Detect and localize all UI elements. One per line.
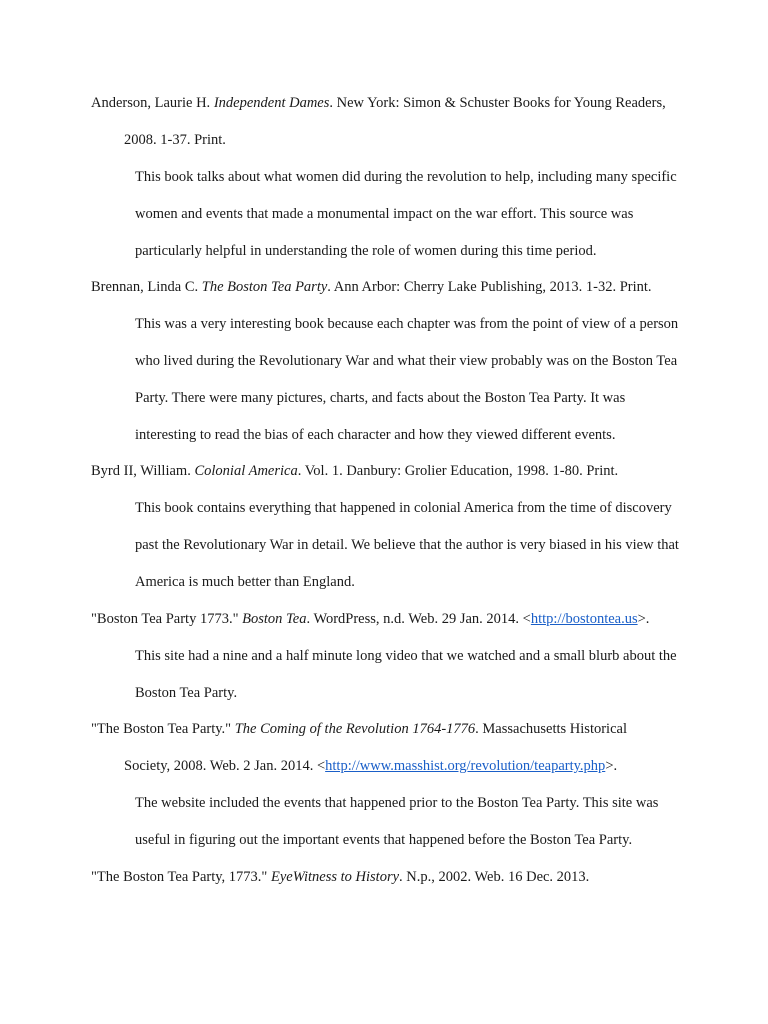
citation-line — [91, 719, 627, 739]
citation-title: Independent Dames — [213, 95, 330, 111]
annotation-line: useful in figuring out the important events that happened before the Boston Tea Party. — [135, 832, 633, 848]
annotation-line: This site had a nine and a half minute long video that we watched and a small blurb about the — [135, 648, 677, 664]
annotation-line: past the Revolutionary War in detail. We believe that the author is very biased in his view that — [135, 537, 679, 553]
citation-text: . N.p., 2002. Web. 16 Dec. 2013. — [399, 869, 590, 885]
annotation-line: America is much better than England. — [135, 574, 355, 590]
citation-line — [124, 756, 617, 776]
citation-text: "The Boston Tea Party, 1773." — [91, 869, 271, 885]
citation-text: "The Boston Tea Party." — [91, 721, 235, 737]
citation-line — [91, 93, 666, 113]
citation-line — [91, 461, 618, 481]
annotation-line: This book talks about what women did during the revolution to help, including many specific — [135, 169, 677, 185]
citation-text: >. — [605, 758, 618, 774]
citation-line — [91, 867, 589, 887]
citation-title: The Coming of the Revolution 1764-1776 — [234, 721, 476, 737]
annotation-line: women and events that made a monumental impact on the war effort. This source was — [135, 206, 634, 222]
citation-text: . New York: Simon & Schuster Books for Young Readers, — [329, 95, 666, 111]
citation-author: Byrd II, William. — [91, 463, 195, 479]
citation-line — [91, 609, 649, 629]
annotation-line: This book contains everything that happened in colonial America from the time of discovery — [135, 500, 672, 516]
citation-text: >. — [637, 611, 650, 627]
annotation-line: The website included the events that happened prior to the Boston Tea Party. This site was — [135, 795, 659, 811]
citation-text: 2008. 1-37. Print. — [124, 132, 226, 148]
citation-text: . Ann Arbor: Cherry Lake Publishing, 2013. 1-32. Print. — [327, 279, 652, 295]
citation-text: "Boston Tea Party 1773." — [91, 611, 243, 627]
annotation-line: Boston Tea Party. — [135, 685, 238, 701]
citation-link[interactable]: http://bostontea.us — [530, 611, 638, 627]
citation-title: The Boston Tea Party — [201, 279, 328, 295]
citation-title: EyeWitness to History — [270, 869, 400, 885]
citation-text: . Vol. 1. Danbury: Grolier Education, 1998. 1-80. Print. — [297, 463, 619, 479]
citation-author: Anderson, Laurie H. — [91, 95, 214, 111]
citation-line — [91, 277, 652, 297]
annotation-line: interesting to read the bias of each character and how they viewed different events. — [135, 427, 616, 443]
citation-link[interactable]: http://www.masshist.org/revolution/teaparty.php — [325, 758, 606, 774]
citation-title: Boston Tea — [242, 611, 307, 627]
annotation-line: particularly helpful in understanding the role of women during this time period. — [135, 243, 597, 259]
citation-title: Colonial America — [194, 463, 298, 479]
citation-author: Brennan, Linda C. — [91, 279, 202, 295]
annotation-line: who lived during the Revolutionary War and what their view probably was on the Boston Tea — [135, 353, 678, 369]
citation-text: . WordPress, n.d. Web. 29 Jan. 2014. < — [306, 611, 531, 627]
citation-text: . Massachusetts Historical — [475, 721, 627, 737]
annotation-line: Party. There were many pictures, charts, and facts about the Boston Tea Party. It was — [135, 390, 626, 406]
citation-line — [124, 130, 226, 150]
citation-text: Society, 2008. Web. 2 Jan. 2014. < — [124, 758, 326, 774]
annotation-line: This was a very interesting book because each chapter was from the point of view of a person — [135, 316, 679, 332]
